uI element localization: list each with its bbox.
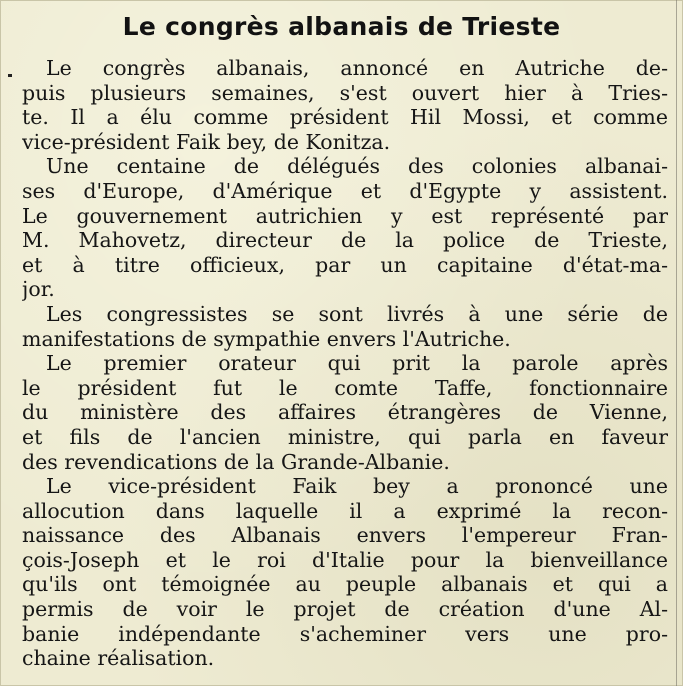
article-line: permis de voir le projet de création d'une Al-: [22, 597, 668, 622]
article-line: M. Mahovetz, directeur de la police de Trieste,: [22, 228, 668, 253]
article-line: chaine réalisation.: [22, 646, 215, 671]
article-line: ses d'Europe, d'Amérique et d'Egypte y assistent.: [22, 178, 668, 203]
article-line: Le congrès albanais, annoncé en Autriche de-: [46, 56, 668, 80]
article-line: Le gouvernement autrichien y est représenté par: [22, 203, 668, 228]
article-line: banie indépendante s'acheminer vers une pro-: [22, 621, 668, 646]
article-line: et fils de l'ancien ministre, qui parla en faveur: [22, 424, 668, 449]
article-line: te. Il a élu comme président Hil Mossi, et comme: [22, 105, 668, 130]
article-line: Le vice-président Faik bey a prononcé une: [46, 474, 668, 499]
article-line: du ministère des affaires étrangères de Vienne,: [22, 400, 668, 425]
article-line: qu'ils ont témoignée au peuple albanais et qui a: [22, 572, 668, 597]
article-line: allocution dans laquelle il a exprimé la recon-: [22, 498, 668, 523]
article-line: manifestations de sympathie envers l'Autriche.: [22, 326, 511, 351]
article-line: Une centaine de délégués des colonies albanai-: [46, 154, 668, 179]
article-line: naissance des Albanais envers l'empereur Fran-: [22, 523, 668, 548]
article-title: Le congrès albanais de Trieste: [122, 12, 561, 41]
article-line: et à titre officieux, par un capitaine d'état-ma-: [22, 252, 668, 277]
article-line: puis plusieurs semaines, s'est ouvert hier à Tries-: [22, 80, 668, 105]
article-line: Les congressistes se sont livrés à une série de: [46, 301, 668, 326]
article-line: le président fut le comte Taffe, fonctionnaire: [22, 375, 668, 400]
ink-speck: [8, 74, 12, 77]
article-line: vice-président Faik bey, de Konitza.: [22, 129, 391, 154]
article-line: Le premier orateur qui prit la parole après: [46, 351, 668, 376]
article-line: des revendications de la Grande-Albanie.: [22, 449, 450, 474]
article-body: [22, 56, 668, 671]
column-rule: [676, 0, 677, 686]
article-line: jor.: [22, 277, 55, 302]
article-line: çois-Joseph et le roi d'Italie pour la bienveillance: [22, 547, 668, 572]
